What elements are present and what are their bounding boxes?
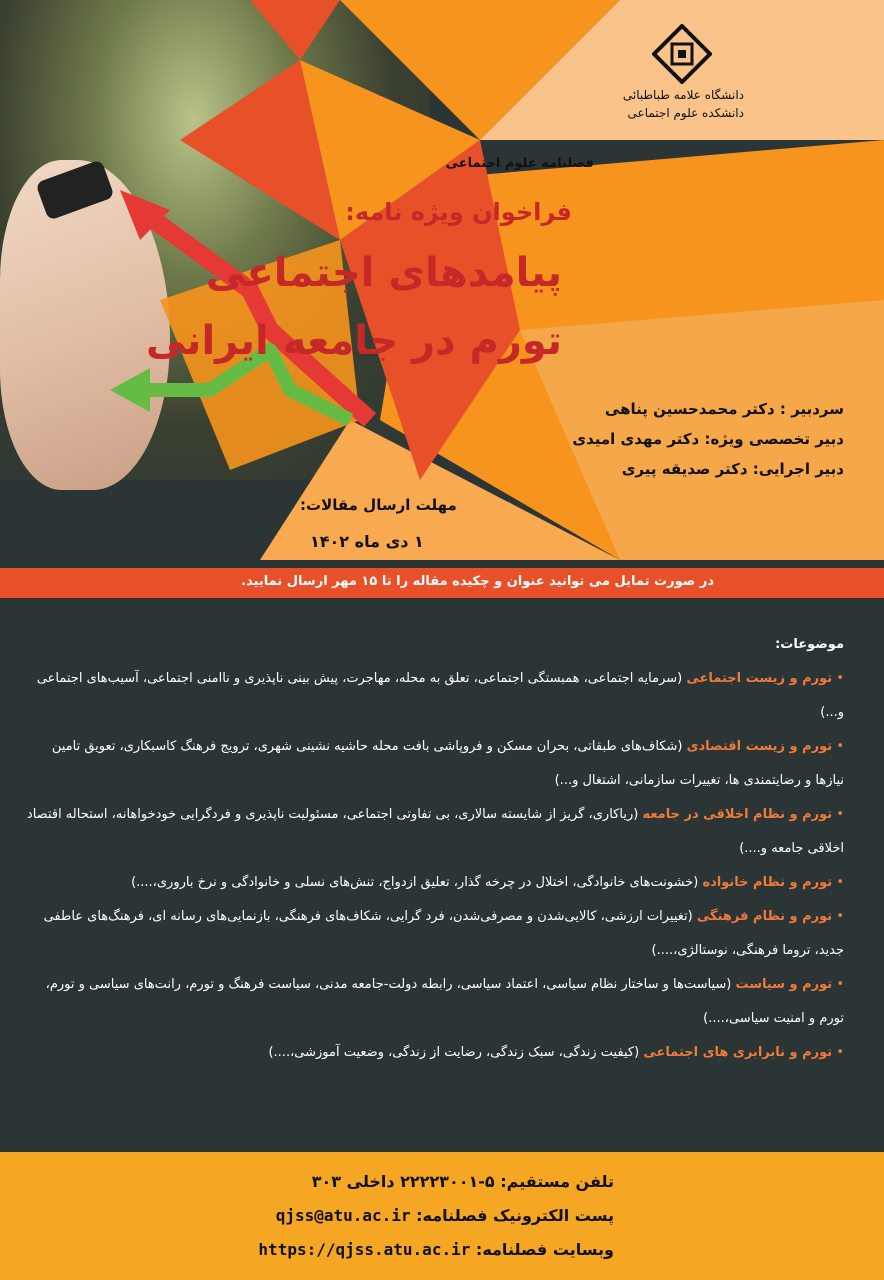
topics-heading: موضوعات: (775, 637, 844, 652)
topic-item: • تورم و نظام فرهنگی (تغییرات ارزشی، کالایی‌شدن و مصرفی‌شدن، فرد گرایی، شکاف‌های فرهنگی، بازنمایی‌های رسانه ای، فرهنگ‌های عاطفی جدید، تروما فرهنگی، نوستالژی،....) (43, 909, 844, 958)
topic-desc: (سیاست‌ها و ساختار نظام سیاسی، اعتماد سیاسی، رابطه دولت-جامعه مدنی، سیاست فرهنگ و تورم، رانت‌های سیاسی و تورم، تورم و امنیت سیاسی،....) (45, 977, 844, 1026)
topic-item: • تورم و زیست اجتماعی (سرمایه اجتماعی، همبستگی اجتماعی، تعلق به محله، مهاجرت، پیش بینی ناپذیری و ناامنی اجتماعی، آسیب‌های اجتماعی و...) (36, 671, 844, 720)
topic-item: • تورم و زیست اقتصادی (شکاف‌های طبقاتی، بحران مسکن و فروپاشی بافت محله حاشیه نشینی شهری، ترویج فرهنگ کاسبکاری، تعویق تامین نیازها و رضایتمندی ها، تغییرات سازمانی، اشتغال و...) (51, 739, 844, 788)
university-logo (652, 24, 712, 84)
deadline-label: مهلت ارسال مقالات: (300, 496, 457, 514)
topics-section (24, 628, 844, 1070)
topic-name: تورم و زیست اجتماعی (686, 671, 833, 686)
executive-editor: دبیر اجرایی: دکتر صدیقه پیری (621, 460, 844, 478)
topic-name: تورم و زیست اقتصادی (686, 739, 833, 754)
faculty-line: دانشکده علوم اجتماعی (627, 106, 744, 120)
topic-desc: (سرمایه اجتماعی، همبستگی اجتماعی، تعلق به محله، مهاجرت، پیش بینی ناپذیری و ناامنی اجتماعی، آسیب‌های اجتماعی و...) (36, 671, 844, 720)
topic-desc: (تغییرات ارزشی، کالایی‌شدن و مصرفی‌شدن، فرد گرایی، شکاف‌های فرهنگی، بازنمایی‌های رسانه ای، فرهنگ‌های عاطفی جدید، تروما فرهنگی، نوستالژی،....) (43, 909, 844, 958)
deadline-date: ۱ دی ماه ۱۴۰۲ (310, 532, 424, 551)
phone-line (312, 1172, 614, 1191)
email-link[interactable]: qjss@atu.ac.ir (275, 1206, 411, 1225)
topic-item: • تورم و نظام خانواده (خشونت‌های خانوادگی، اختلال در چرخه گذار، تعلیق ازدواج، تنش‌های نسلی و خانوادگی و نرخ باروری،....) (131, 875, 844, 890)
title-line-1: پیامدهای اجتماعی (205, 250, 562, 296)
website-label: وبسایت فصلنامه: (475, 1240, 614, 1259)
journal-name: فصلنامه علوم اجتماعی (445, 156, 594, 171)
title-line-2: تورم در جامعه ایرانی (145, 318, 562, 364)
topic-name: تورم و سیاست (735, 977, 833, 992)
topic-item: • تورم و نظام اخلاقی در جامعه (ریاکاری، گریز از شایسته سالاری، بی تفاوتی اجتماعی، مسئولیت ناپذیری و فردگرایی خودخواهانه، استحاله اقتصاد اخلاقی جامعه و....) (26, 807, 844, 856)
topic-name: تورم و نظام اخلاقی در جامعه (642, 807, 833, 822)
topic-desc: (شکاف‌های طبقاتی، بحران مسکن و فروپاشی بافت محله حاشیه نشینی شهری، ترویج فرهنگ کاسبکاری، تعویق تامین نیازها و رضایتمندی ها، تغییرات سازمانی، اشتغال و...) (51, 739, 844, 788)
abstract-banner-text: در صورت تمایل می توانید عنوان و چکیده مقاله را تا ۱۵ مهر ارسال نمایید. (241, 574, 714, 589)
university-line: دانشگاه علامه طباطبائی (622, 88, 744, 102)
topic-name: تورم و نظام خانواده (702, 875, 833, 890)
special-editor: دبیر تخصصی ویژه: دکتر مهدی امیدی (572, 430, 844, 448)
topic-item: • تورم و سیاست (سیاست‌ها و ساختار نظام سیاسی، اعتماد سیاسی، رابطه دولت-جامعه مدنی، سیاست فرهنگ و تورم، رانت‌های سیاسی و تورم، تورم و امنیت سیاسی،....) (45, 977, 844, 1026)
email-line (276, 1206, 614, 1225)
topic-name: تورم و نظام فرهنگی (696, 909, 833, 924)
phone-label: تلفن مستقیم: (500, 1172, 614, 1191)
topic-item: • تورم و نابرابری های اجتماعی (کیفیت زندگی، سبک زندگی، رضایت از زندگی، وضعیت آموزشی،....) (268, 1045, 844, 1060)
website-line (258, 1240, 614, 1259)
email-label: پست الکترونیک فصلنامه: (416, 1206, 614, 1225)
university-name (584, 86, 744, 122)
editor-in-chief: سردبیر : دکتر محمدحسین پناهی (604, 400, 844, 418)
website-link[interactable]: https://qjss.atu.ac.ir (258, 1240, 471, 1259)
topic-desc: (کیفیت زندگی، سبک زندگی، رضایت از زندگی، وضعیت آموزشی،....) (268, 1045, 640, 1060)
phone-value: ۵-۲۲۲۲۳۰۰۱ داخلی ۳۰۳ (311, 1172, 495, 1191)
topic-desc: (ریاکاری، گریز از شایسته سالاری، بی تفاوتی اجتماعی، مسئولیت ناپذیری و فردگرایی خودخواهانه، استحاله اقتصاد اخلاقی جامعه و....) (26, 807, 844, 856)
call-heading: فراخوان ویژه نامه: (345, 198, 572, 226)
topic-name: تورم و نابرابری های اجتماعی (643, 1045, 833, 1060)
topic-desc: (خشونت‌های خانوادگی، اختلال در چرخه گذار، تعلیق ازدواج، تنش‌های نسلی و خانوادگی و نرخ باروری،....) (131, 875, 699, 890)
